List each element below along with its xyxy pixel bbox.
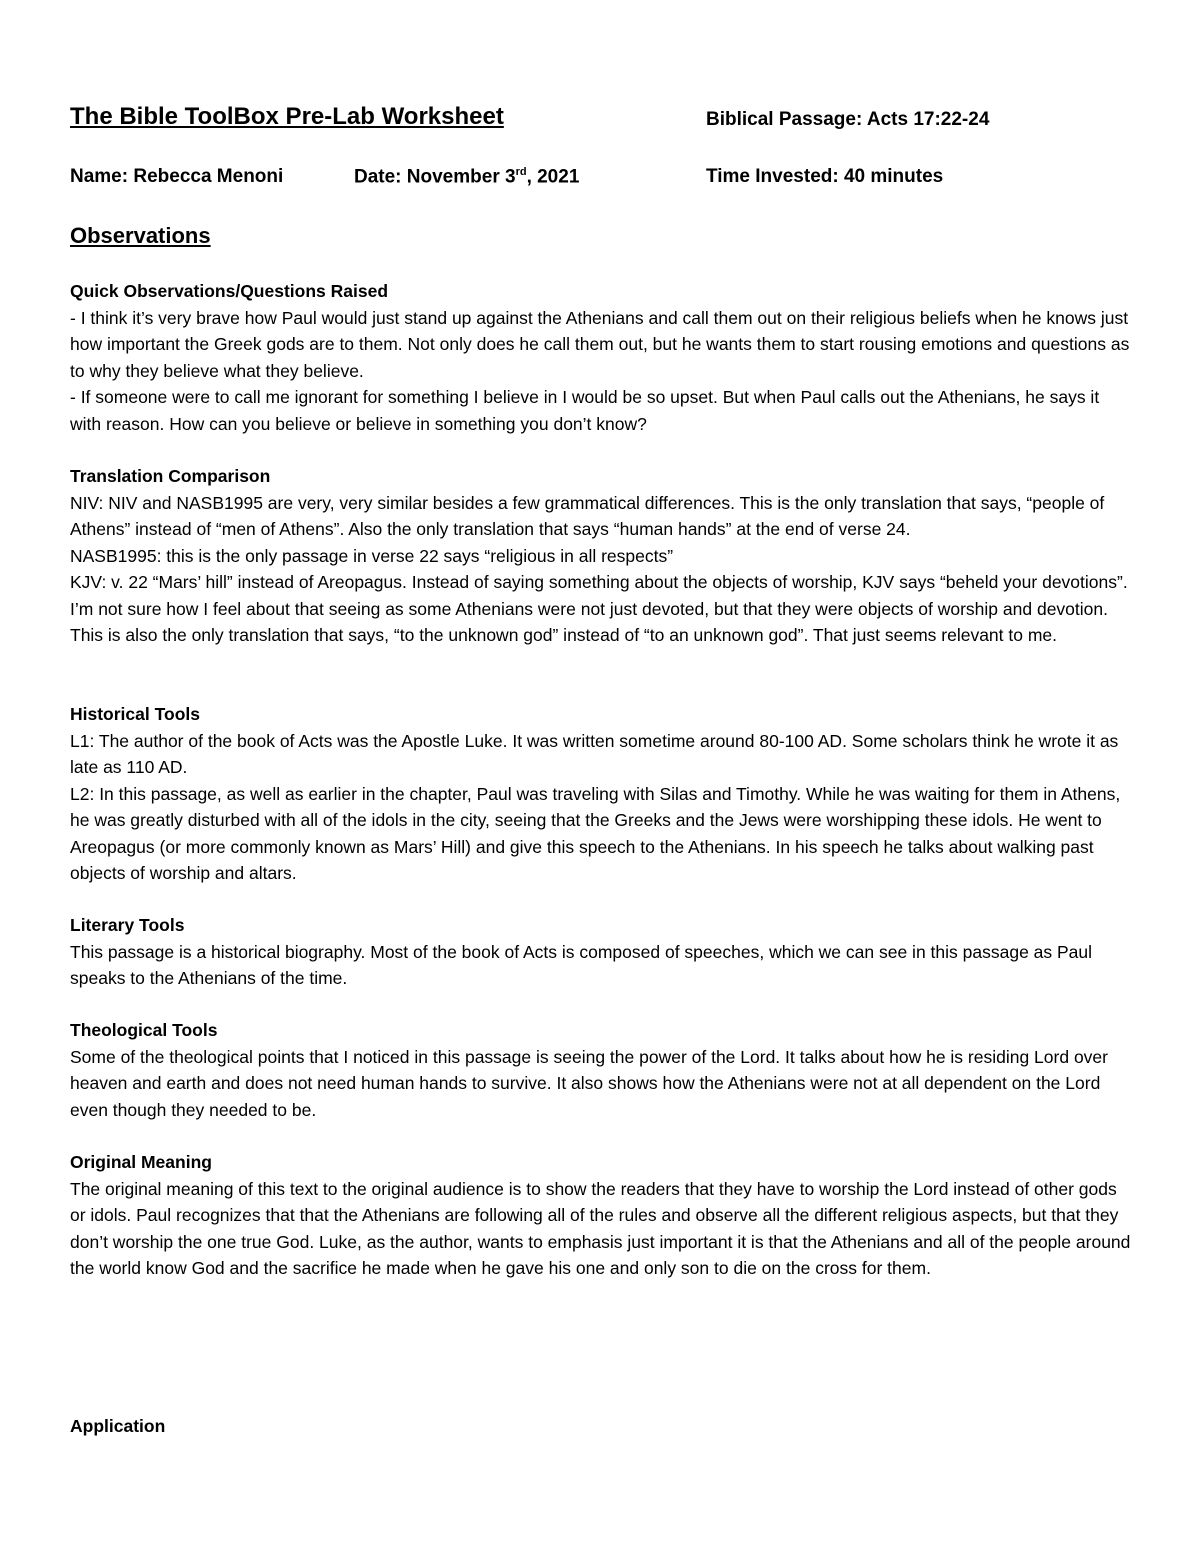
section-historical-tools [70, 701, 1135, 887]
paragraph: The original meaning of this text to the original audience is to show the readers that they have to worship the Lord instead of other gods or idols. Paul recognizes that that the Athenians are following all of the rules and observe all the different religious aspects, but that they don’t worship the one true God. Luke, as the author, wants to emphasis just important it is that the Athenians and all of the people around the world know God and the sacrifice he made when he gave his one and only son to die on the cross for them. [70, 1178, 1131, 1278]
date-prefix: Date: November 3 [354, 166, 516, 188]
paragraph: This passage is a historical biography. Most of the book of Acts is composed of speeches, which we can see in this passage as Paul speaks to the Athenians of the time. [70, 941, 1093, 988]
time-invested: Time Invested: 40 minutes [706, 166, 944, 187]
section-heading: Application [70, 1416, 166, 1436]
section-heading: Theological Tools [70, 1020, 218, 1040]
section-heading: Original Meaning [70, 1152, 212, 1172]
worksheet-title: The Bible ToolBox Pre-Lab Worksheet [70, 103, 504, 130]
observations-heading: Observations [70, 223, 211, 248]
worksheet-date [354, 166, 579, 188]
biblical-passage: Biblical Passage: Acts 17:22-24 [706, 109, 990, 130]
section-literary-tools [70, 912, 1135, 992]
paragraph: - I think it’s very brave how Paul would just stand up against the Athenians and call them out on their religious beliefs when he knows just how important the Greek gods are to them. Not only does he call them out, but he wants them to start rousing emotions and questions as to why they believe what they believe. [70, 307, 1130, 381]
paragraph: NASB1995: this is the only passage in verse 22 says “religious in all respects” [70, 545, 674, 566]
section-heading: Translation Comparison [70, 466, 271, 486]
paragraph: L1: The author of the book of Acts was the Apostle Luke. It was written sometime around 80-100 AD. Some scholars think he wrote it as late as 110 AD. [70, 730, 1119, 777]
paragraph: NIV: NIV and NASB1995 are very, very similar besides a few grammatical differences. This is the only translation that says, “people of Athens” instead of “men of Athens”. Also the only translation that says “human hands” at the end of verse 24. [70, 492, 1105, 539]
section-theological-tools [70, 1017, 1135, 1123]
paragraph: KJV: v. 22 “Mars’ hill” instead of Areopagus. Instead of saying something about the objects of worship, KJV says “beheld your devotions”. I’m not sure how I feel about that seeing as some Athenians were not just devoted, but that they were objects of worship and devotion. This is also the only translation that says, “to the unknown god” instead of “to an unknown god”. That just seems relevant to me. [70, 572, 1128, 645]
section-original-meaning [70, 1149, 1135, 1282]
section-translation-comparison [70, 463, 1135, 649]
section-heading: Literary Tools [70, 915, 185, 935]
section-heading: Historical Tools [70, 704, 200, 724]
section-application [70, 1413, 1135, 1440]
student-name: Name: Rebecca Menoni [70, 166, 284, 187]
paragraph: L2: In this passage, as well as earlier in the chapter, Paul was traveling with Silas and Timothy. While he was waiting for them in Athens, he was greatly disturbed with all of the idols in the city, seeing that the Greeks and the Jews were worshipping these idols. He went to Areopagus (or more commonly known as Mars’ Hill) and give this speech to the Athenians. In his speech he talks about walking past objects of worship and altars. [70, 783, 1121, 883]
paragraph: - If someone were to call me ignorant for something I believe in I would be so upset. But when Paul calls out the Athenians, he says it with reason. How can you believe or believe in something you don’t know? [70, 387, 1100, 434]
paragraph: Some of the theological points that I noticed in this passage is seeing the power of the Lord. It talks about how he is residing Lord over heaven and earth and does not need human hands to survive. It also shows how the Athenians were not at all dependent on the Lord even though they needed to be. [70, 1046, 1108, 1120]
section-quick-observations [70, 278, 1135, 437]
date-ordinal: rd [515, 166, 527, 178]
date-suffix: , 2021 [526, 166, 580, 188]
section-heading: Quick Observations/Questions Raised [70, 281, 389, 301]
